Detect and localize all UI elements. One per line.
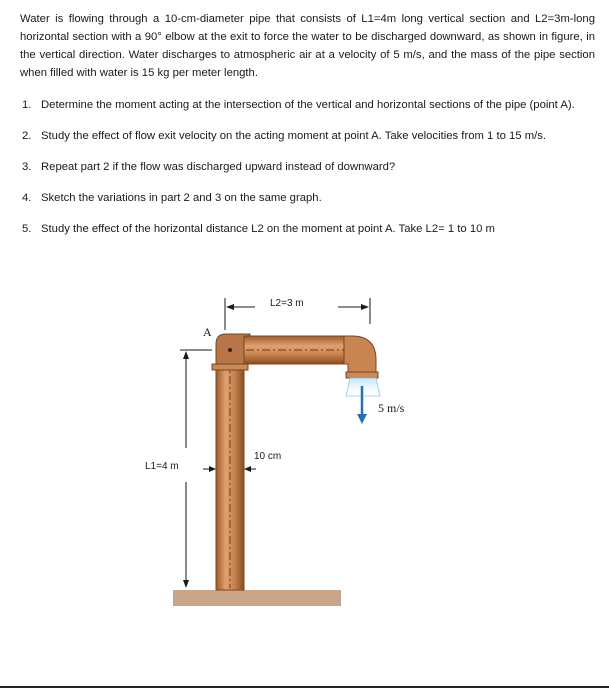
question-text: Determine the moment acting at the intersection of the vertical and horizontal sections of the pipe (point A). (41, 99, 575, 111)
problem-statement: Water is flowing through a 10-cm-diameter pipe that consists of L1=4m long vertical section and L2=3m-long horizontal section with a 90° elbow at the exit to force the water to be discharged downward, as shown in figure, in the vertical direction. Water discharges to atmospheric air at a velocity of 5 m/s, and the mass of the pipe section when filled with water is 15 kg per meter length. (20, 13, 595, 79)
elbow-outlet (346, 372, 378, 378)
question-number: 2. (22, 130, 32, 142)
question-number: 1. (22, 99, 32, 111)
l1-top-arrowhead (183, 351, 189, 359)
question-text: Study the effect of the horizontal distance L2 on the moment at point A. Take L2= 1 to 10 m (41, 223, 495, 235)
question-number: 5. (22, 223, 32, 235)
question-number: 4. (22, 192, 32, 204)
diameter-left-arrowhead (209, 466, 216, 472)
question-text: Study the effect of flow exit velocity on the acting moment at point A. Take velocities from 1 to 15 m/s. (41, 130, 547, 142)
l1-label: L1=4 m (145, 461, 179, 472)
question-text: Sketch the variations in part 2 and 3 on the same graph. (41, 192, 322, 204)
ground-base (173, 590, 341, 606)
l2-label: L2=3 m (270, 298, 304, 309)
l2-left-arrowhead (226, 304, 234, 310)
l1-bottom-arrowhead (183, 580, 189, 588)
bottom-divider (0, 686, 609, 688)
velocity-label: 5 m/s (378, 401, 405, 415)
diameter-label: 10 cm (254, 451, 282, 462)
l2-right-arrowhead (361, 304, 369, 310)
point-a-label: A (203, 325, 212, 339)
point-a-marker (228, 348, 232, 352)
question-number: 3. (22, 161, 32, 173)
diameter-right-arrowhead (244, 466, 251, 472)
velocity-arrowhead (357, 414, 367, 424)
exit-elbow (344, 336, 376, 374)
question-text: Repeat part 2 if the flow was discharged upward instead of downward? (41, 161, 396, 173)
flange-bottom (212, 364, 248, 370)
